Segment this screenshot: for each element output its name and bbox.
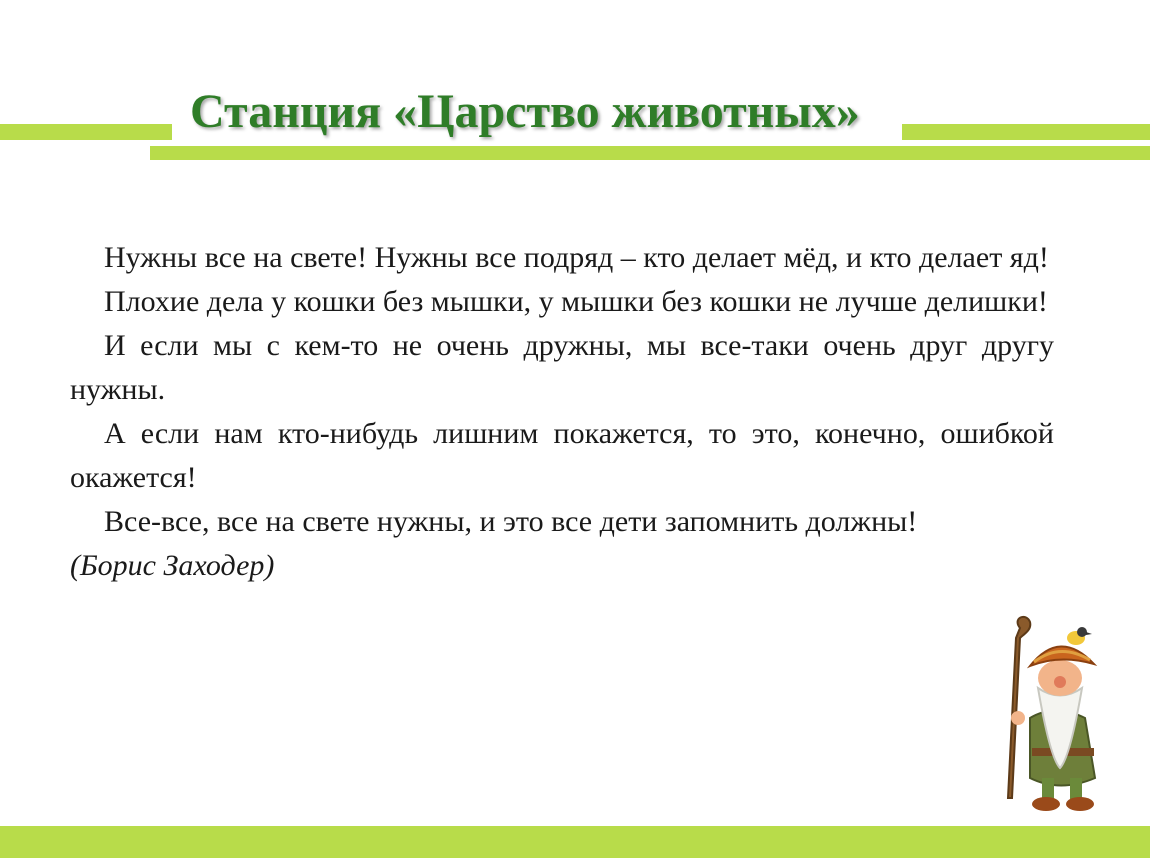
decor-bar-top-left <box>0 124 172 140</box>
gnome-icon <box>990 608 1120 818</box>
poem-paragraph-1: Нужны все на свете! Нужны все подряд – кто делает мёд, и кто делает яд! <box>104 241 1049 274</box>
poem-paragraph-5: Все-все, все на свете нужны, и это все дети запомнить должны! <box>104 505 918 538</box>
decor-bar-top-right <box>902 124 1150 140</box>
slide-title: Станция «Царство животных» <box>190 85 860 138</box>
poem-paragraph-4: А если нам кто-нибудь лишним покажется, то это, конечно, ошибкой окажется! <box>70 417 1054 494</box>
poem-paragraph-3: И если мы с кем-то не очень дружны, мы все-таки очень друг другу нужны. <box>70 329 1054 406</box>
poem-paragraph-2: Плохие дела у кошки без мышки, у мышки без кошки не лучше делишки! <box>104 285 1048 318</box>
decor-bar-bottom <box>0 826 1150 858</box>
poem-author: (Борис Заходер) <box>70 549 275 582</box>
poem-text <box>70 236 1054 588</box>
decor-bar-under-title <box>150 146 1150 160</box>
